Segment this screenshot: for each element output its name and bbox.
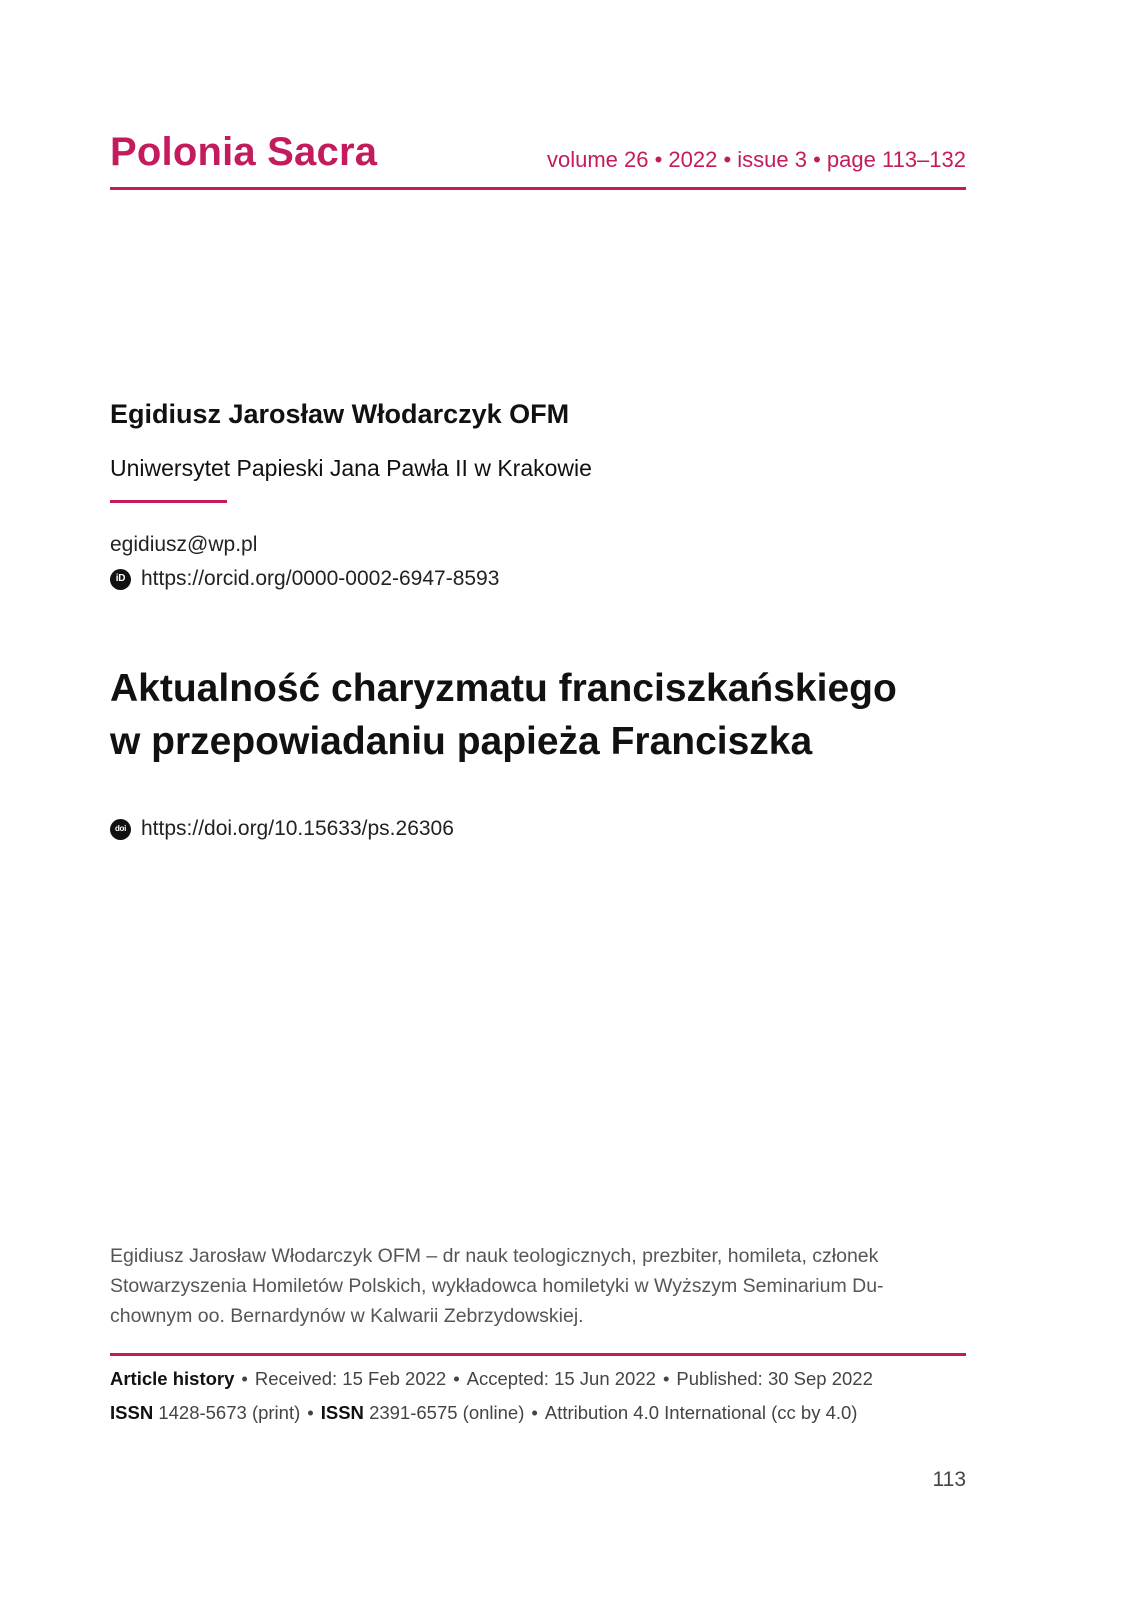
page-number: 113 xyxy=(932,1468,966,1491)
bullet-separator: • xyxy=(241,1368,248,1389)
journal-title: Polonia Sacra xyxy=(110,130,378,174)
footer-divider xyxy=(110,1353,966,1356)
orcid-icon: iD xyxy=(110,569,131,590)
header-divider xyxy=(110,187,966,190)
article-title-line-2: w przepowiadaniu papieża Franciszka xyxy=(110,720,813,763)
bio-line-2: Stowarzyszenia Homiletów Polskich, wykładowca homiletyki w Wyższym Seminarium Du- xyxy=(110,1275,884,1297)
bio-line-3: chownym oo. Bernardynów w Kalwarii Zebrzydowskiej. xyxy=(110,1305,584,1327)
doi-icon: doi xyxy=(110,819,131,840)
issn-online: 2391-6575 (online) xyxy=(369,1402,525,1423)
issn-label-online: ISSN xyxy=(320,1402,364,1423)
bullet-separator: • xyxy=(662,1368,670,1389)
bullet-separator: • xyxy=(307,1402,314,1423)
published-date: Published: 30 Sep 2022 xyxy=(676,1368,873,1389)
article-title xyxy=(110,662,970,768)
accepted-date: Accepted: 15 Jun 2022 xyxy=(466,1368,656,1389)
author-email-link[interactable]: egidiusz@wp.pl xyxy=(110,533,258,556)
article-title-line-1: Aktualność charyzmatu franciszkańskiego xyxy=(110,667,897,710)
bullet-separator: • xyxy=(531,1402,538,1423)
doi-link[interactable]: https://doi.org/10.15633/ps.26306 xyxy=(141,817,454,840)
received-date: Received: 15 Feb 2022 xyxy=(254,1368,447,1389)
issue-info: volume 26 • 2022 • issue 3 • page 113–132 xyxy=(547,147,966,172)
author-divider xyxy=(110,500,227,503)
doi-row xyxy=(110,815,454,843)
history-label: Article history xyxy=(110,1368,235,1389)
orcid-link[interactable]: https://orcid.org/0000-0002-6947-8593 xyxy=(141,567,500,590)
issn-label-print: ISSN xyxy=(110,1402,154,1423)
article-history xyxy=(110,1365,970,1393)
author-name: Egidiusz Jarosław Włodarczyk OFM xyxy=(110,399,570,429)
journal-header xyxy=(110,128,966,190)
orcid-row xyxy=(110,565,499,593)
author-affiliation: Uniwersytet Papieski Jana Pawła II w Krakowie xyxy=(110,455,592,481)
license-text[interactable]: Attribution 4.0 International (cc by 4.0) xyxy=(544,1402,858,1423)
issn-print: 1428-5673 (print) xyxy=(158,1402,301,1423)
issn-info xyxy=(110,1399,970,1427)
bio-line-1: Egidiusz Jarosław Włodarczyk OFM – dr nauk teologicznych, prezbiter, homileta, członek xyxy=(110,1245,879,1267)
author-bio xyxy=(110,1241,966,1331)
bullet-separator: • xyxy=(453,1368,460,1389)
